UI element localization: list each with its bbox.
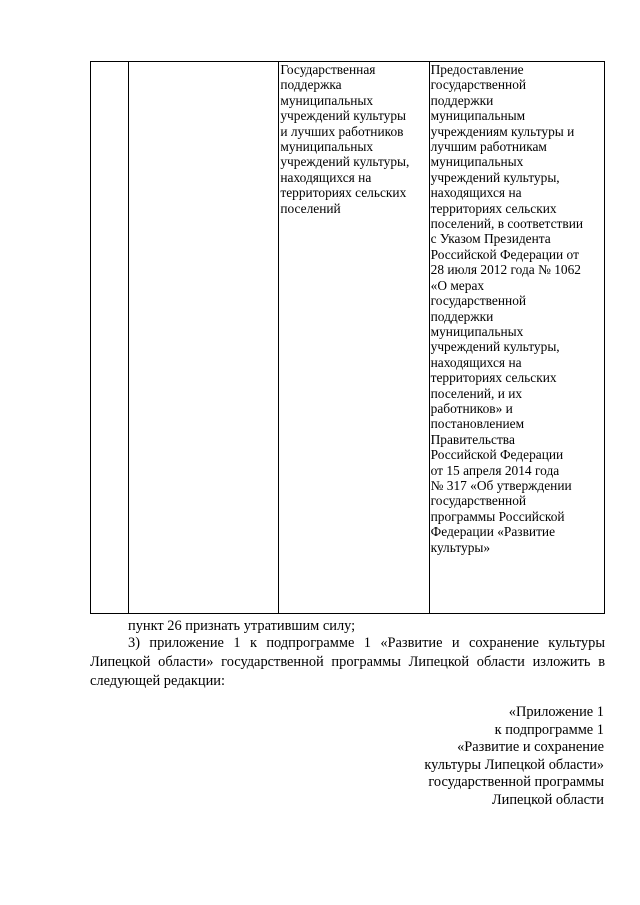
appendix-heading (424, 704, 604, 809)
item3-text-line2: Липецкой области» государственной программы Липецкой области изложить в (90, 654, 605, 670)
table-cell-number (91, 62, 129, 614)
table-row (91, 62, 605, 614)
measure-name-text: Государственная поддержка муниципальных учреждений культуры и лучших работников муниципальных учреждений культуры, находящихся на территориях сельских поселений (280, 62, 410, 216)
measure-description-text: Предоставление государственной поддержки муниципальным учреждениям культуры и лучшим работникам муниципальных учреждений культуры, находящихся на территориях сельских поселений, в соответствии с Указом Президента Российской Федерации от 28 июля 2012 года № 1062 «О мерах государственной поддержки муниципальных учреждений культуры, находящихся на территориях сельских поселений, и их работников» и постановлением Правительства Российской Федерации от 15 апреля 2014 года № 317 «Об утверждении государственной программы Российской Федерации «Развитие культуры» (430, 62, 584, 555)
item3-text-line1: 3) приложение 1 к подпрограмме 1 «Развитие и сохранение культуры (128, 635, 605, 651)
appendix-line: «Развитие и сохранение (457, 739, 604, 755)
appendix-line: государственной программы (428, 774, 604, 790)
table-cell-measure (279, 62, 429, 614)
appendix-line: Липецкой области (491, 791, 604, 808)
item3-text-line3: следующей редакции: (90, 673, 225, 689)
table-cell-description (429, 62, 604, 614)
table-cell-name (129, 62, 279, 614)
appendix-line: культуры Липецкой области» (424, 756, 604, 773)
repeal-clause-text: пункт 26 признать утратившим силу; (128, 618, 356, 634)
program-table (90, 61, 605, 614)
appendix-line: к подпрограмме 1 (494, 721, 604, 738)
appendix-line: «Приложение 1 (508, 704, 604, 720)
